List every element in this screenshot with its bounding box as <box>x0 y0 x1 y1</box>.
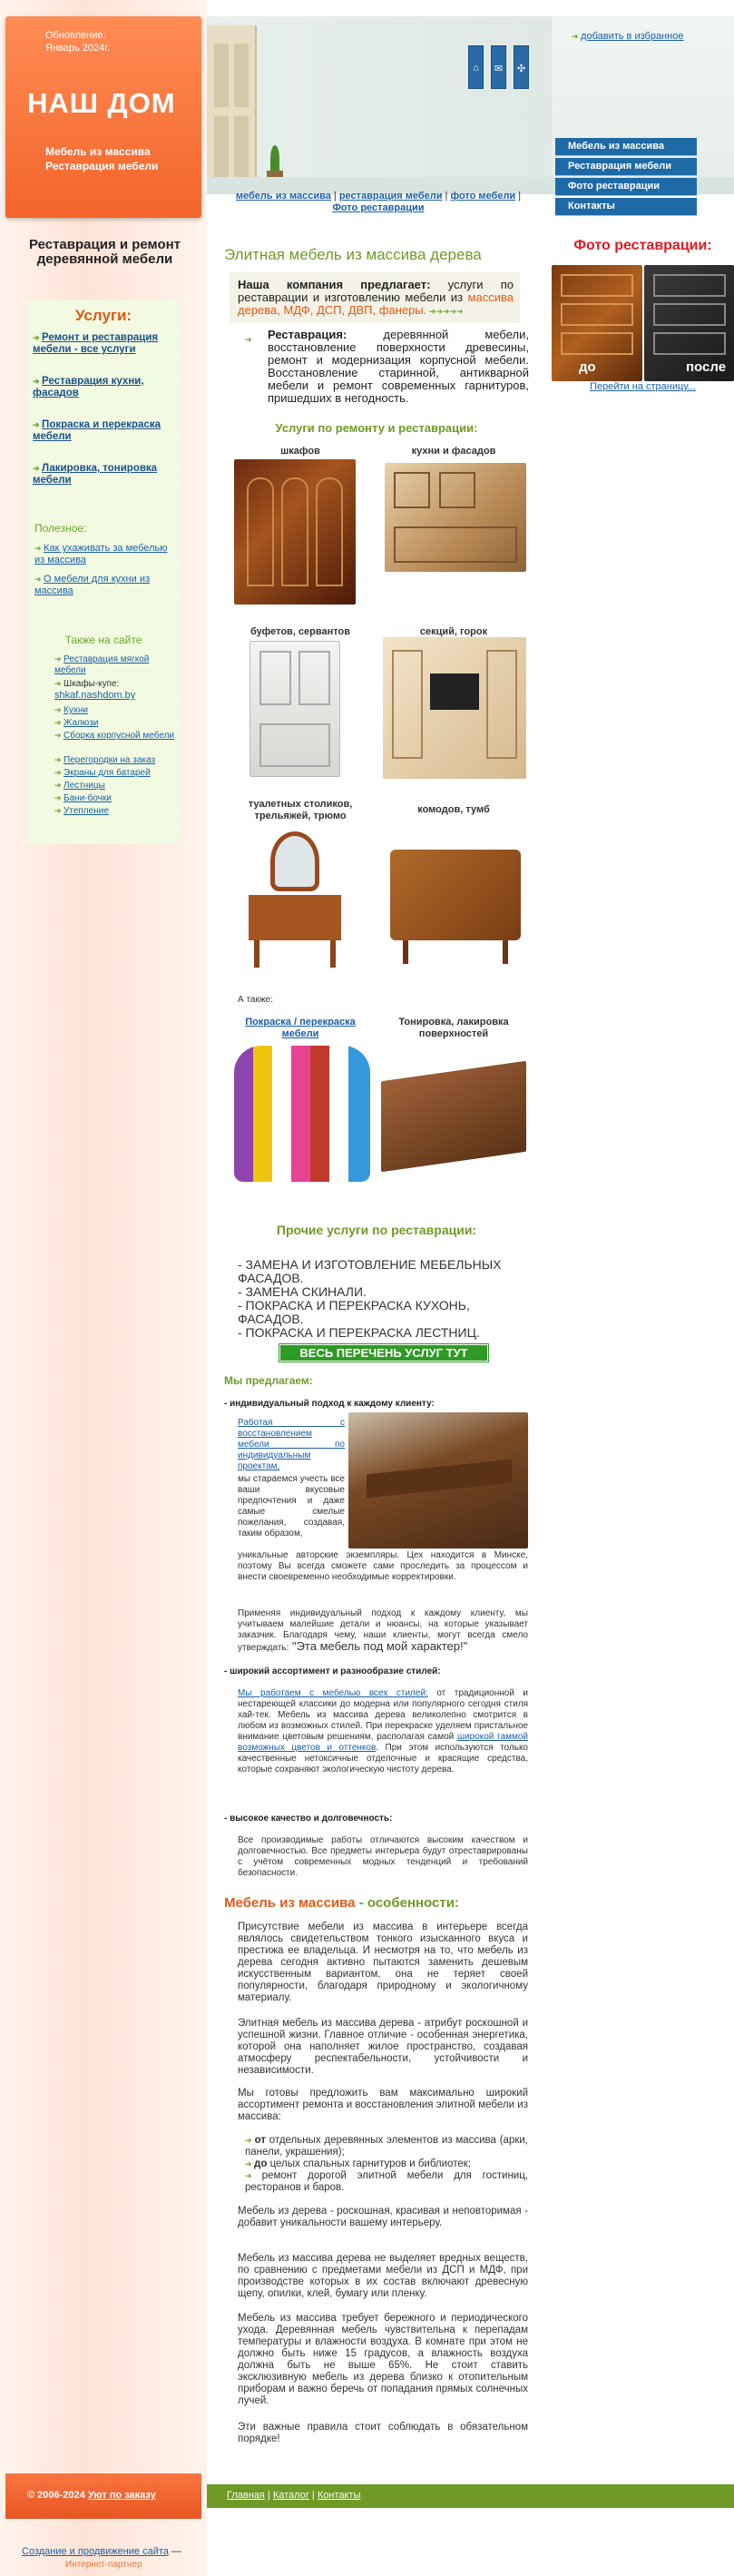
all-services-button[interactable]: ВЕСЬ ПЕРЕЧЕНЬ УСЛУГ ТУТ <box>279 1344 488 1362</box>
useful-link[interactable]: О мебели для кухни из массива <box>34 574 151 596</box>
wardrobe-image[interactable] <box>234 459 356 605</box>
header-door-image <box>207 25 257 194</box>
also-link[interactable]: Экраны для батарей <box>64 768 151 778</box>
we-offer-title: Мы предлагаем: <box>224 1374 313 1387</box>
also-item[interactable] <box>54 717 181 729</box>
other-service-item: - ПОКРАСКА И ПЕРЕКРАСКА ЛЕСТНИЦ. <box>238 1325 480 1340</box>
arrow-icon: ➔ <box>33 464 43 473</box>
paragraph-individual-c: уникальные авторские экземпляры. Цех находится в Минске, поэтому Вы всегда сможете сами проследить за процессом и внести своевременно необходимые корректировки. <box>238 1550 528 1582</box>
also-item[interactable] <box>54 792 181 804</box>
mail-icon[interactable]: ✉ <box>491 45 506 89</box>
painting-link[interactable]: Покраска / перекраска мебели <box>245 1017 356 1039</box>
feature-list-text: целых спальных гарнитуров и библиотек; <box>267 2158 471 2169</box>
before-label: до <box>579 359 596 375</box>
arrow-icon: ➔ <box>54 679 64 688</box>
also-item[interactable] <box>54 767 181 779</box>
also-link[interactable]: Кухни <box>64 705 88 715</box>
services-title: Услуги: <box>74 307 132 324</box>
arrow-icon: ➔ <box>54 731 64 740</box>
update-notice <box>45 29 110 54</box>
service-link[interactable]: Реставрация кухни, фасадов <box>33 376 144 398</box>
subheading-individual: - индивидуальный подход к каждому клиенту: <box>224 1399 435 1409</box>
feature-paragraph-2: Элитная мебель из массива дерева - атрибут роскошной и успешной жизни. Главное отличие - особенная энергетика, которой она наполняет жилое пространство, создавая атмосферу респектабельности, устойчивости и независимости. <box>238 2018 528 2076</box>
feature-paragraph-6: Мебель из массива требует бережного и периодического ухода. Деревянная мебель чувствительна к перепадам температуры и влажности воздуха. В комнате при этом не должно быть ниже 15 градусов, а влажность воздуха должна быть не выше 65%. Не стоит ставить эксклюзивную мебель из дерева близко к отопительным приборам и важно беречь от попадания прямых солнечных лучей. <box>238 2313 528 2406</box>
logo-link-restoration[interactable]: Реставрация мебели <box>45 160 159 172</box>
feature-list-bold: до <box>254 2158 268 2169</box>
top-links: мебель из массива | реставрация мебели | фото мебели | Фото реставрации <box>235 191 522 213</box>
also-link[interactable]: Сборка корпусной мебели <box>64 731 175 741</box>
styles-text-end: . При этом используются только качественные нетоксичные отделочные и красящие средства, которые сохраняют экологическую чистоту дерева. <box>238 1743 528 1775</box>
nav-item-photos[interactable]: Фото реставрации <box>555 178 697 196</box>
site-logo[interactable]: НАШ ДОМ <box>27 87 176 119</box>
offer-materials: массива дерева, МДФ, ДСП, ДВП, фанеры. <box>238 290 514 317</box>
services-section-title: Услуги по ремонту и реставрации: <box>275 421 478 435</box>
caption-wardrobes: шкафов <box>280 446 320 457</box>
dressing-table-image[interactable] <box>245 831 345 968</box>
arrow-icon: ➔ <box>54 806 64 815</box>
nav-item-massive[interactable]: Мебель из массива <box>555 138 697 156</box>
before-photo[interactable] <box>552 265 642 381</box>
other-service-item: - ПОКРАСКА И ПЕРЕКРАСКА КУХОНЬ, ФАСАДОВ. <box>238 1298 470 1326</box>
add-favorites-link[interactable]: добавить в избранное <box>581 31 684 42</box>
also-item[interactable] <box>54 690 181 701</box>
offer-body: услуги по реставрации и изготовлению мебели из <box>238 278 514 304</box>
arrow-icon: ➔ <box>245 335 252 344</box>
feature-list-text: ремонт дорогой элитной мебели для гостиниц, ресторанов и баров. <box>245 2170 528 2193</box>
features-title-main: Мебель из массива <box>224 1895 356 1911</box>
feature-list-text: отдельных деревянных элементов из массива (арки, панели, украшения); <box>245 2135 528 2158</box>
go-to-page-link[interactable]: Перейти на страницу... <box>590 381 696 392</box>
also-link[interactable]: Утепление <box>64 806 109 816</box>
useful-item[interactable] <box>34 574 180 597</box>
styles-text: от традиционной и нестареющей классики до модерна или популярного сегодня стиля хай-тек. Мебель из массива дерева великолепно смотрится в любом из возможных стилей. При перекраске уделяем пристальное внимание цветовым решениям, располагая самой <box>238 1688 529 1742</box>
service-item[interactable] <box>33 419 178 443</box>
also-link[interactable]: shkaf.nashdom.by <box>54 690 136 701</box>
update-label: Обновление: <box>45 30 106 41</box>
arrow-icon: ➔ <box>245 2136 255 2145</box>
footer-links: Главная | Каталог | Контакты <box>227 2490 361 2501</box>
also-item[interactable] <box>54 754 181 766</box>
arrow-icon: ➔ <box>33 333 43 342</box>
also-link[interactable]: Бани-бочки <box>64 793 112 803</box>
also-item[interactable] <box>54 654 181 676</box>
painted-commode-image[interactable] <box>234 1046 370 1182</box>
update-date: Январь 2024г. <box>45 43 110 54</box>
arrow-icon: ➔ <box>54 705 64 714</box>
home-icon[interactable]: ⌂ <box>468 45 484 89</box>
paragraph-approach <box>238 1608 528 1654</box>
feature-list-item <box>245 2170 528 2194</box>
feature-list-bold: от <box>254 2135 267 2146</box>
partner-label: Интернет-партнер <box>65 2560 142 2570</box>
useful-title: Полезное: <box>34 522 87 535</box>
also-item[interactable] <box>54 704 181 716</box>
useful-link[interactable]: Как ухаживать за мебелью из массива <box>34 543 168 565</box>
subheading-styles: - широкий ассортимент и разнообразие стилей: <box>224 1667 441 1676</box>
paragraph-styles <box>238 1688 528 1775</box>
feature-paragraph-3: Мы готовы предложить вам максимально широкий ассортимент ремонта и восстановления элитной мебели из массива: <box>238 2088 528 2122</box>
also-label: А также: <box>238 995 273 1005</box>
service-item[interactable] <box>33 332 178 356</box>
nav-item-contacts[interactable]: Контакты <box>555 198 697 216</box>
feature-paragraph-5: Мебель из массива дерева не выделяет вредных веществ, по сравнению с предметами мебели из ДСП и МДФ, при производстве которых в их состав включают древесную щепу, опилки, клей, бумагу или пленку. <box>238 2253 528 2299</box>
caption-buffets: буфетов, сервантов <box>250 626 350 637</box>
all-styles-link[interactable]: Мы работаем с мебелью всех стилей: <box>238 1688 428 1698</box>
other-services-list <box>238 1258 528 1340</box>
copyright-link[interactable]: Уют по заказу <box>87 2490 156 2501</box>
service-link[interactable]: Покраска и перекраска мебели <box>33 419 161 442</box>
paragraph-individual-a <box>238 1418 345 1472</box>
also-item[interactable] <box>54 780 181 791</box>
service-item[interactable] <box>33 376 178 399</box>
feature-paragraph-1: Присутствие мебели из массива в интерьере всегда являлось свидетельством тонкого изысканного вкуса и престижа ее владельца. И несмотря на то, что мебель из дерева сегодня активно пытаются заменить дешевым искусственным вариантом, она не теряет своей популярности, благодаря природному и экологичному материалу. <box>238 1922 528 2003</box>
also-link[interactable]: Жалюзи <box>64 718 99 728</box>
service-link[interactable]: Ремонт и реставрация мебели - все услуги <box>33 332 159 355</box>
also-link[interactable]: Реставрация мягкой мебели <box>54 654 150 675</box>
arrow-icon: ➔ <box>572 32 582 41</box>
also-item <box>54 678 181 690</box>
kitchen-image[interactable] <box>385 463 526 572</box>
caption-painting[interactable] <box>234 1017 367 1040</box>
buffet-image[interactable] <box>250 641 340 777</box>
header-photo <box>207 16 552 194</box>
copyright-text: © 2006-2024 <box>27 2490 85 2501</box>
top-link[interactable]: Фото реставрации <box>332 202 425 213</box>
colors-link[interactable]: широкой гаммой возможных цветов и оттенков <box>238 1732 529 1753</box>
approach-quote: "Эта мебель под мой характер!" <box>289 1639 468 1653</box>
site-creation-dash: — <box>168 2546 181 2557</box>
arrow-icon: ➔ <box>54 781 64 790</box>
site-creation <box>22 2546 181 2557</box>
offer-bold: Наша компания предлагает: <box>238 278 431 291</box>
arrow-icon: ➔ <box>245 2159 255 2168</box>
footer-link-home[interactable]: Главная <box>227 2490 265 2501</box>
restoration-body: деревянной мебели, восстановление поверхности древесины, ремонт и модернизация корпусной мебели. Восстановление старинной, антикварной мебели и ремонт современных гарнитуров, пришедших в негодность. <box>268 328 529 405</box>
restoration-text <box>268 329 529 405</box>
arrow-icon: ➔ <box>54 718 64 727</box>
site-creation-link[interactable]: Создание и продвижение сайта <box>22 2546 169 2557</box>
caption-sections: секций, горок <box>419 626 488 637</box>
commode-image[interactable] <box>385 831 526 968</box>
offer-text <box>238 279 514 318</box>
caption-commodes: комодов, тумб <box>417 804 490 815</box>
service-link[interactable]: Лакировка, тонировка мебели <box>33 463 158 486</box>
logo-link-massive[interactable]: Мебель из массива <box>45 145 151 158</box>
feature-list-item <box>245 2135 528 2158</box>
top-link[interactable]: фото мебели <box>450 191 516 202</box>
also-title: Также на сайте <box>64 634 142 646</box>
dining-table-image[interactable] <box>348 1412 528 1549</box>
arrow-icon: ➔ <box>34 544 44 553</box>
page-title: Элитная мебель из массива дерева <box>224 246 482 263</box>
photo-restoration-title: Фото реставрации: <box>573 238 712 253</box>
section-image[interactable] <box>383 637 526 779</box>
arrow-icon: ➔ <box>54 768 64 777</box>
also-link[interactable]: Лестницы <box>64 781 105 791</box>
copyright <box>27 2490 156 2501</box>
arrows-icon: ➔➔➔➔➔ <box>426 307 464 316</box>
arrow-icon: ➔ <box>54 755 64 764</box>
add-favorites[interactable] <box>572 31 683 42</box>
paragraph-individual-b: мы стараемся учесть все ваши вкусовые предпочтения и даже самые смелые пожелания, создавая, таким образом, <box>238 1474 345 1539</box>
also-link[interactable]: Перегородки на заказ <box>64 755 156 765</box>
arrow-icon: ➔ <box>34 575 44 584</box>
top-link[interactable]: мебель из массива <box>235 191 331 202</box>
arrow-icon: ➔ <box>54 793 64 802</box>
arrow-icon: ➔ <box>33 420 43 429</box>
caption-toning: Тонировка, лакировка поверхностей <box>398 1017 509 1039</box>
individual-projects-link[interactable]: Работая с восстановлением мебели по индивидуальным проектам, <box>238 1418 345 1471</box>
restoration-bold: Реставрация: <box>268 328 347 341</box>
features-title <box>224 1895 459 1911</box>
feature-paragraph-4: Мебель из дерева - роскошная, красивая и неповторимая - добавит уникальности вашему интерьеру. <box>238 2206 528 2228</box>
varnished-wood-image[interactable] <box>381 1061 526 1172</box>
top-link[interactable]: реставрация мебели <box>338 191 443 202</box>
other-service-item: - ЗАМЕНА СКИНАЛИ. <box>238 1284 367 1299</box>
arrow-icon: ➔ <box>245 2171 262 2180</box>
footer-link-contacts[interactable]: Контакты <box>317 2490 361 2501</box>
subheading-quality: - высокое качество и долговечность: <box>224 1814 393 1824</box>
arrow-icon: ➔ <box>54 654 64 664</box>
also-item[interactable] <box>54 805 181 817</box>
caption-kitchens: кухни и фасадов <box>411 446 496 457</box>
after-photo[interactable] <box>644 265 734 381</box>
left-heading: Реставрация и ремонт деревянной мебели <box>28 237 181 267</box>
caption-dressing-tables: туалетных столиков, трельяжей, трюмо <box>248 799 353 821</box>
also-label: Шкафы-купе: <box>64 679 120 689</box>
sitemap-icon[interactable]: ✣ <box>514 45 529 89</box>
feature-list <box>245 2135 528 2194</box>
arrow-icon: ➔ <box>33 377 43 386</box>
useful-item[interactable] <box>34 543 180 566</box>
other-services-title: Прочие услуги по реставрации: <box>276 1223 477 1237</box>
plant-image <box>270 145 279 172</box>
features-title-sub: - особенности: <box>355 1895 459 1911</box>
other-service-item: - ЗАМЕНА И ИЗГОТОВЛЕНИЕ МЕБЕЛЬНЫХ ФАСАДОВ. <box>238 1257 502 1285</box>
go-to-page[interactable] <box>552 381 734 392</box>
service-item[interactable] <box>33 463 178 487</box>
also-item[interactable] <box>54 730 181 742</box>
approach-text: Применяя индивидуальный подход к каждому клиенту, мы учитываем малейшие детали и нюансы, на которые указывает заказчик. Благодаря чему, наши клиенты, могут всегда смело утверждать: <box>238 1608 528 1653</box>
feature-list-item <box>245 2158 528 2170</box>
nav-item-restoration[interactable]: Реставрация мебели <box>555 158 697 176</box>
footer-link-catalog[interactable]: Каталог <box>272 2490 309 2501</box>
paragraph-quality: Все производимые работы отличаются высоким качеством и долговечностью. Все предметы интерьера будут отреставрированы с учётом современных модных тенденций и требований безопасности. <box>238 1835 528 1878</box>
after-label: после <box>686 359 727 375</box>
feature-paragraph-7: Эти важные правила стоит соблюдать в обязательном порядке! <box>238 2422 528 2444</box>
